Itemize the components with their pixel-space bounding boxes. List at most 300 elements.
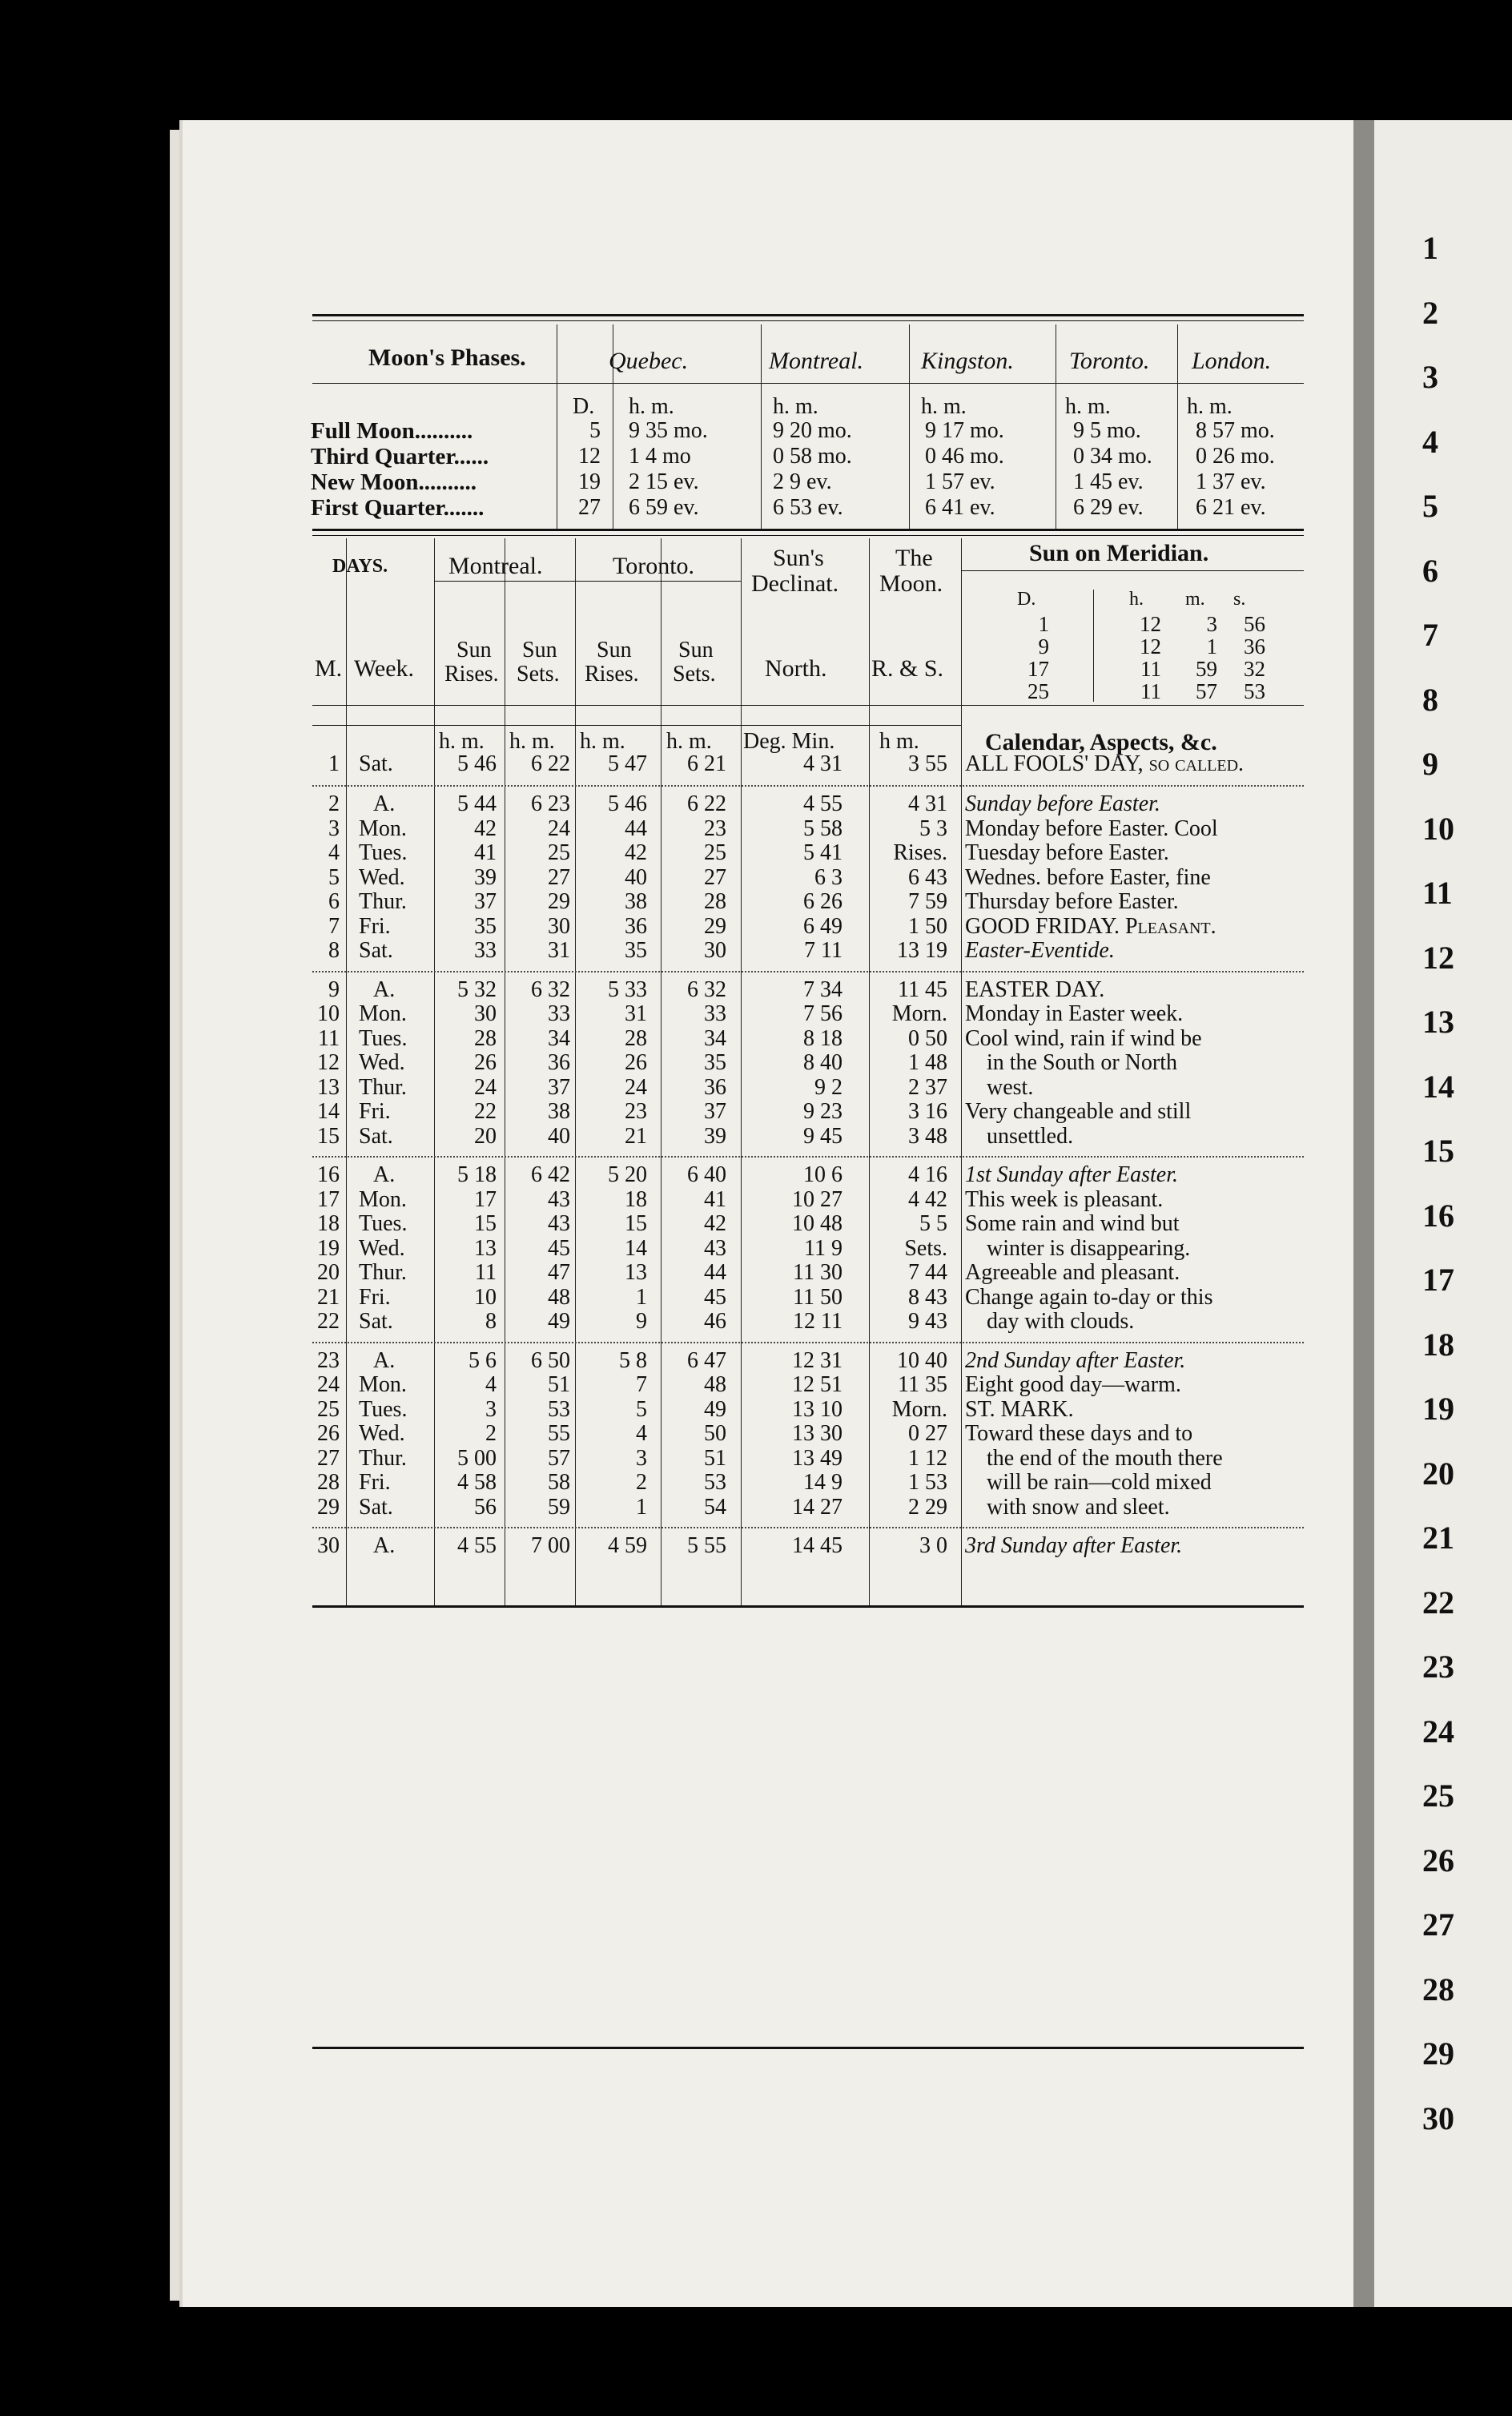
row-day-number: 10 (317, 1001, 340, 1026)
phases-column-divider (761, 324, 762, 529)
row-toronto-rise: 24 (625, 1074, 647, 1100)
book-gutter (1353, 120, 1374, 2307)
next-page-day-number: 28 (1422, 1971, 1454, 2007)
header-declination-2: Declinat. (751, 570, 839, 597)
phase-time-london: 1 37 ev. (1196, 469, 1266, 494)
row-calendar-note: Tuesday before Easter. (965, 840, 1169, 865)
row-day-number: 12 (317, 1050, 340, 1075)
row-moon: 4 42 (908, 1186, 947, 1212)
row-toronto-rise: 5 20 (608, 1162, 647, 1187)
row-weekday: Sat. (359, 938, 393, 963)
header-m: M. (315, 655, 343, 682)
next-page-day-number: 16 (1422, 1197, 1454, 1234)
phases-city-3: Toronto. (1069, 348, 1150, 374)
row-weekday: Tues. (359, 840, 408, 865)
meridian-value: 57 (1196, 679, 1217, 703)
meridian-value: 12 (1140, 612, 1161, 636)
row-toronto-set: 27 (704, 864, 726, 890)
header-sun-sets-2: Sets. (517, 662, 560, 687)
phases-city-4: London. (1192, 348, 1272, 374)
row-moon: Morn. (891, 1001, 947, 1026)
row-calendar-note: Change again to-day or this (965, 1284, 1213, 1310)
row-calendar-note: will be rain—cold mixed (987, 1470, 1212, 1495)
row-weekday: Sat. (359, 1494, 393, 1520)
row-weekday: Thur. (359, 1074, 407, 1100)
next-page-day-number: 17 (1422, 1262, 1454, 1298)
phase-time-kingston: 9 17 mo. (925, 418, 1004, 443)
meridian-divider (1093, 590, 1094, 702)
row-declination: 12 31 (792, 1347, 842, 1373)
row-montreal-set: 57 (548, 1445, 570, 1471)
row-montreal-rise: 5 00 (457, 1445, 497, 1471)
row-moon: 1 48 (908, 1050, 947, 1075)
next-page-day-number: 3 (1422, 359, 1438, 395)
row-montreal-rise: 5 6 (468, 1347, 497, 1373)
units-degmin: Deg. Min. (743, 729, 835, 754)
row-toronto-rise: 31 (625, 1001, 647, 1026)
row-montreal-set: 7 00 (531, 1533, 570, 1558)
row-moon: Sets. (904, 1235, 947, 1261)
row-moon: 5 3 (919, 815, 947, 841)
meridian-col-head: D. (1017, 589, 1036, 610)
phase-day: 19 (578, 469, 601, 494)
row-montreal-set: 48 (548, 1284, 570, 1310)
row-declination: 10 6 (803, 1162, 842, 1187)
row-declination: 6 49 (803, 913, 842, 939)
table-column-divider (346, 538, 347, 1605)
row-weekday: Thur. (359, 889, 407, 914)
row-montreal-rise: 4 (485, 1372, 497, 1397)
units-hm: h. m. (666, 729, 712, 754)
units-hm: h. m. (439, 729, 485, 754)
row-day-number: 8 (328, 938, 340, 963)
row-moon: 11 35 (898, 1372, 947, 1397)
table-column-divider (575, 538, 576, 1605)
row-montreal-set: 6 42 (531, 1162, 570, 1187)
row-moon: 3 16 (908, 1099, 947, 1124)
row-calendar-note: unsettled. (987, 1123, 1074, 1149)
phase-time-london: 6 21 ev. (1196, 495, 1266, 520)
row-montreal-set: 6 50 (531, 1347, 570, 1373)
phases-sub-hm: h. m. (773, 394, 818, 419)
row-montreal-set: 25 (548, 840, 570, 865)
row-toronto-rise: 5 47 (608, 751, 647, 776)
row-calendar-note: Toward these days and to (965, 1421, 1193, 1446)
row-toronto-set: 6 21 (687, 751, 726, 776)
row-calendar-note: Wednes. before Easter, fine (965, 864, 1211, 890)
row-moon: 1 50 (908, 913, 947, 939)
row-weekday: Thur. (359, 1445, 407, 1471)
row-toronto-rise: 3 (636, 1445, 647, 1471)
header-rule (312, 314, 1304, 316)
meridian-value: 17 (1027, 657, 1049, 681)
meridian-value: 53 (1244, 679, 1265, 703)
week-separator (312, 1342, 1304, 1343)
row-montreal-rise: 20 (474, 1123, 497, 1149)
row-day-number: 19 (317, 1235, 340, 1261)
row-montreal-rise: 5 18 (457, 1162, 497, 1187)
row-declination: 13 10 (792, 1396, 842, 1422)
row-declination: 8 18 (803, 1025, 842, 1051)
header-montreal: Montreal. (448, 553, 543, 579)
row-day-number: 1 (328, 751, 340, 776)
row-toronto-rise: 4 59 (608, 1533, 647, 1558)
row-declination: 12 51 (792, 1372, 842, 1397)
row-weekday: Thur. (359, 1260, 407, 1285)
phase-time-quebec: 9 35 mo. (629, 418, 708, 443)
row-montreal-rise: 4 58 (457, 1470, 497, 1495)
row-montreal-set: 36 (548, 1050, 570, 1075)
row-calendar-note: Agreeable and pleasant. (965, 1260, 1180, 1285)
row-toronto-set: 35 (704, 1050, 726, 1075)
meridian-value: 59 (1196, 657, 1217, 681)
row-day-number: 9 (328, 976, 340, 1002)
row-montreal-rise: 4 55 (457, 1533, 497, 1558)
phase-time-london: 0 26 mo. (1196, 444, 1275, 469)
header-north: North. (765, 655, 827, 682)
header-sun-rises: Sun (456, 638, 492, 662)
phase-day: 27 (578, 495, 601, 520)
row-toronto-set: 54 (704, 1494, 726, 1520)
next-page-day-number: 14 (1422, 1068, 1454, 1105)
row-toronto-rise: 36 (625, 913, 647, 939)
row-montreal-rise: 5 44 (457, 791, 497, 816)
row-weekday: Fri. (359, 1099, 391, 1124)
units-hm: h. m. (580, 729, 625, 754)
row-moon: 10 40 (897, 1347, 947, 1373)
meridian-col-head: h. (1129, 589, 1144, 610)
row-calendar-note: west. (987, 1074, 1034, 1100)
row-declination: 10 48 (792, 1211, 842, 1236)
row-toronto-set: 45 (704, 1284, 726, 1310)
phases-sub-rule (312, 383, 1304, 384)
row-weekday: Mon. (359, 1001, 407, 1026)
row-day-number: 28 (317, 1470, 340, 1495)
row-weekday: Wed. (359, 1050, 405, 1075)
phase-time-toronto: 9 5 mo. (1073, 418, 1141, 443)
next-page-day-number: 10 (1422, 810, 1454, 847)
meridian-value: 12 (1140, 634, 1161, 658)
phase-time-toronto: 0 34 mo. (1073, 444, 1152, 469)
row-toronto-rise: 28 (625, 1025, 647, 1051)
meridian-value: 1 (1038, 612, 1049, 636)
row-montreal-rise: 5 46 (457, 751, 497, 776)
phase-name: Full Moon.......... (311, 418, 473, 444)
row-declination: 14 27 (792, 1494, 842, 1520)
next-page-day-number: 29 (1422, 2035, 1454, 2072)
phase-time-london: 8 57 mo. (1196, 418, 1275, 443)
row-weekday: Tues. (359, 1211, 408, 1236)
row-toronto-rise: 5 8 (619, 1347, 647, 1373)
row-declination: 4 55 (803, 791, 842, 816)
next-page-day-number: 15 (1422, 1133, 1454, 1169)
row-montreal-set: 49 (548, 1309, 570, 1334)
row-calendar-note: This week is pleasant. (965, 1186, 1164, 1212)
header-sun-rises-2: Rises. (585, 662, 639, 687)
row-moon: 6 43 (908, 864, 947, 890)
row-moon: Rises. (893, 840, 947, 865)
row-declination: 13 30 (792, 1421, 842, 1446)
row-moon: 3 55 (908, 751, 947, 776)
next-page-day-number: 2 (1422, 294, 1438, 331)
row-montreal-set: 38 (548, 1099, 570, 1124)
phases-city-2: Kingston. (921, 348, 1014, 374)
row-montreal-rise: 42 (474, 815, 497, 841)
row-declination: 5 41 (803, 840, 842, 865)
row-montreal-rise: 24 (474, 1074, 497, 1100)
row-montreal-set: 6 32 (531, 976, 570, 1002)
row-weekday: Wed. (359, 864, 405, 890)
units-rule (312, 725, 961, 726)
row-montreal-set: 59 (548, 1494, 570, 1520)
row-moon: 0 27 (908, 1421, 947, 1446)
phase-time-montreal: 9 20 mo. (773, 418, 852, 443)
row-calendar-note: winter is disappearing. (987, 1235, 1191, 1261)
row-toronto-set: 53 (704, 1470, 726, 1495)
row-moon: 7 44 (908, 1260, 947, 1285)
meridian-rule (961, 570, 1304, 571)
row-day-number: 7 (328, 913, 340, 939)
row-toronto-rise: 38 (625, 889, 647, 914)
phase-time-montreal: 6 53 ev. (773, 495, 843, 520)
row-declination: 8 40 (803, 1050, 842, 1075)
table-column-divider (434, 538, 435, 1605)
row-toronto-set: 23 (704, 815, 726, 841)
row-calendar-note: EASTER DAY. (965, 976, 1105, 1002)
row-toronto-rise: 42 (625, 840, 647, 865)
row-toronto-set: 6 32 (687, 976, 726, 1002)
row-moon: 9 43 (908, 1309, 947, 1334)
next-page-day-number: 6 (1422, 552, 1438, 589)
next-page-day-number: 24 (1422, 1713, 1454, 1750)
row-toronto-set: 30 (704, 938, 726, 963)
row-weekday: A. (373, 1347, 396, 1373)
row-montreal-rise: 22 (474, 1099, 497, 1124)
table-column-divider (741, 538, 742, 1605)
row-calendar-note: Eight good day—warm. (965, 1372, 1181, 1397)
row-toronto-set: 37 (704, 1099, 726, 1124)
header-sub-rule (434, 581, 741, 582)
row-moon: 4 31 (908, 791, 947, 816)
phases-rule-thin (312, 535, 1304, 536)
row-toronto-set: 50 (704, 1421, 726, 1446)
row-weekday: Fri. (359, 1284, 391, 1310)
row-calendar-note: day with clouds. (987, 1309, 1135, 1334)
units-hm: h. m. (509, 729, 555, 754)
header-rule-thin (312, 320, 1304, 321)
row-day-number: 4 (328, 840, 340, 865)
week-separator (312, 1156, 1304, 1158)
phases-city-1: Montreal. (769, 348, 864, 374)
row-montreal-rise: 2 (485, 1421, 497, 1446)
next-page-day-number: 8 (1422, 681, 1438, 718)
next-page-day-number: 21 (1422, 1520, 1454, 1556)
phase-time-quebec: 2 15 ev. (629, 469, 699, 494)
row-calendar-note: with snow and sleet. (987, 1494, 1170, 1520)
row-day-number: 5 (328, 864, 340, 890)
row-moon: 2 29 (908, 1494, 947, 1520)
table-bottom-rule (312, 1605, 1304, 1608)
row-montreal-rise: 41 (474, 840, 497, 865)
row-montreal-set: 29 (548, 889, 570, 914)
row-weekday: Fri. (359, 913, 391, 939)
row-declination: 14 45 (792, 1533, 842, 1558)
row-calendar-note: Sunday before Easter. (965, 791, 1160, 816)
row-day-number: 30 (317, 1533, 340, 1558)
next-page-day-number: 12 (1422, 939, 1454, 976)
row-montreal-rise: 10 (474, 1284, 497, 1310)
header-sun-rises-2: Rises. (444, 662, 499, 687)
row-montreal-set: 43 (548, 1186, 570, 1212)
row-declination: 9 45 (803, 1123, 842, 1149)
row-toronto-set: 48 (704, 1372, 726, 1397)
meridian-value: 9 (1038, 634, 1049, 658)
row-toronto-rise: 21 (625, 1123, 647, 1149)
row-day-number: 3 (328, 815, 340, 841)
row-montreal-rise: 8 (485, 1309, 497, 1334)
phase-name: Third Quarter...... (311, 444, 489, 469)
row-weekday: Tues. (359, 1396, 408, 1422)
row-declination: 7 34 (803, 976, 842, 1002)
meridian-value: 3 (1206, 612, 1217, 636)
phase-time-quebec: 1 4 mo (629, 444, 691, 469)
next-page-day-number: 1 (1422, 230, 1438, 266)
row-calendar-note: the end of the mouth there (987, 1445, 1223, 1471)
meridian-value: 25 (1027, 679, 1049, 703)
next-page-day-number: 25 (1422, 1778, 1454, 1814)
calendar-heading: Calendar, Aspects, &c. (985, 729, 1217, 755)
row-montreal-rise: 5 32 (457, 976, 497, 1002)
meridian-value: 32 (1244, 657, 1265, 681)
row-toronto-rise: 7 (636, 1372, 647, 1397)
row-toronto-set: 49 (704, 1396, 726, 1422)
row-moon: 1 12 (908, 1445, 947, 1471)
row-moon: 8 43 (908, 1284, 947, 1310)
row-montreal-set: 55 (548, 1421, 570, 1446)
next-page-day-number: 26 (1422, 1842, 1454, 1878)
header-bottom-rule (312, 705, 1304, 706)
next-page-day-number: 7 (1422, 617, 1438, 653)
row-day-number: 22 (317, 1309, 340, 1334)
row-montreal-rise: 3 (485, 1396, 497, 1422)
next-page-day-number: 22 (1422, 1584, 1454, 1621)
row-declination: 11 9 (804, 1235, 842, 1261)
row-toronto-set: 6 47 (687, 1347, 726, 1373)
row-toronto-rise: 9 (636, 1309, 647, 1334)
phase-time-kingston: 6 41 ev. (925, 495, 995, 520)
row-toronto-set: 44 (704, 1260, 726, 1285)
next-page-day-number: 30 (1422, 2100, 1454, 2136)
units-hm2: h m. (879, 729, 919, 754)
row-moon: Morn. (891, 1396, 947, 1422)
row-day-number: 15 (317, 1123, 340, 1149)
next-page-day-number: 11 (1422, 875, 1453, 911)
phases-heading: Moon's Phases. (368, 344, 526, 371)
header-toronto: Toronto. (613, 553, 695, 579)
row-montreal-set: 47 (548, 1260, 570, 1285)
row-montreal-set: 58 (548, 1470, 570, 1495)
row-moon: 11 45 (898, 976, 947, 1002)
row-calendar-note: 1st Sunday after Easter. (965, 1162, 1178, 1187)
row-weekday: Mon. (359, 815, 407, 841)
row-moon: 4 16 (908, 1162, 947, 1187)
row-toronto-set: 34 (704, 1025, 726, 1051)
row-moon: 3 48 (908, 1123, 947, 1149)
header-meridian: Sun on Meridian. (1029, 540, 1209, 566)
header-days: DAYS. (332, 556, 388, 577)
row-montreal-rise: 11 (475, 1260, 497, 1285)
row-toronto-set: 6 40 (687, 1162, 726, 1187)
row-weekday: Mon. (359, 1372, 407, 1397)
next-page-day-number: 9 (1422, 746, 1438, 782)
row-moon: 7 59 (908, 889, 947, 914)
row-toronto-set: 46 (704, 1309, 726, 1334)
row-declination: 6 3 (814, 864, 842, 890)
row-declination: 11 50 (793, 1284, 842, 1310)
row-moon: 5 5 (919, 1211, 947, 1236)
row-calendar-note: GOOD FRIDAY. Pleasant. (965, 913, 1216, 939)
row-calendar-note: Monday before Easter. Cool (965, 815, 1218, 841)
meridian-value: 11 (1140, 679, 1161, 703)
week-separator (312, 1527, 1304, 1528)
row-toronto-rise: 1 (636, 1494, 647, 1520)
row-montreal-set: 24 (548, 815, 570, 841)
header-week: Week. (354, 655, 415, 682)
row-day-number: 14 (317, 1099, 340, 1124)
phases-sub-hm: h. m. (1187, 394, 1233, 419)
row-weekday: Wed. (359, 1421, 405, 1446)
row-toronto-rise: 15 (625, 1211, 647, 1236)
meridian-col-head: s. (1233, 589, 1246, 610)
row-declination: 10 27 (792, 1186, 842, 1212)
phases-rule (312, 529, 1304, 531)
row-calendar-note: ALL FOOLS' DAY, so called. (965, 751, 1245, 776)
row-toronto-set: 5 55 (687, 1533, 726, 1558)
row-montreal-set: 43 (548, 1211, 570, 1236)
row-montreal-rise: 15 (474, 1211, 497, 1236)
row-day-number: 21 (317, 1284, 340, 1310)
phase-time-quebec: 6 59 ev. (629, 495, 699, 520)
row-day-number: 27 (317, 1445, 340, 1471)
row-toronto-set: 6 22 (687, 791, 726, 816)
row-weekday: A. (373, 1533, 396, 1558)
row-day-number: 11 (318, 1025, 340, 1051)
phase-name: First Quarter....... (311, 495, 485, 521)
meridian-value: 1 (1206, 634, 1217, 658)
row-weekday: Sat. (359, 1309, 393, 1334)
row-montreal-set: 37 (548, 1074, 570, 1100)
row-toronto-rise: 18 (625, 1186, 647, 1212)
row-toronto-set: 43 (704, 1235, 726, 1261)
row-moon: 0 50 (908, 1025, 947, 1051)
row-calendar-note: Cool wind, rain if wind be (965, 1025, 1202, 1051)
meridian-value: 36 (1244, 634, 1265, 658)
row-montreal-set: 51 (548, 1372, 570, 1397)
row-day-number: 16 (317, 1162, 340, 1187)
phase-day: 5 (589, 418, 601, 443)
row-montreal-rise: 26 (474, 1050, 497, 1075)
row-declination: 9 2 (814, 1074, 842, 1100)
row-declination: 7 56 (803, 1001, 842, 1026)
row-toronto-set: 25 (704, 840, 726, 865)
row-calendar-note: Thursday before Easter. (965, 889, 1179, 914)
row-day-number: 2 (328, 791, 340, 816)
row-weekday: A. (373, 976, 396, 1002)
row-toronto-rise: 2 (636, 1470, 647, 1495)
row-montreal-set: 27 (548, 864, 570, 890)
table-column-divider (869, 538, 870, 1605)
row-calendar-note: ST. MARK. (965, 1396, 1074, 1422)
